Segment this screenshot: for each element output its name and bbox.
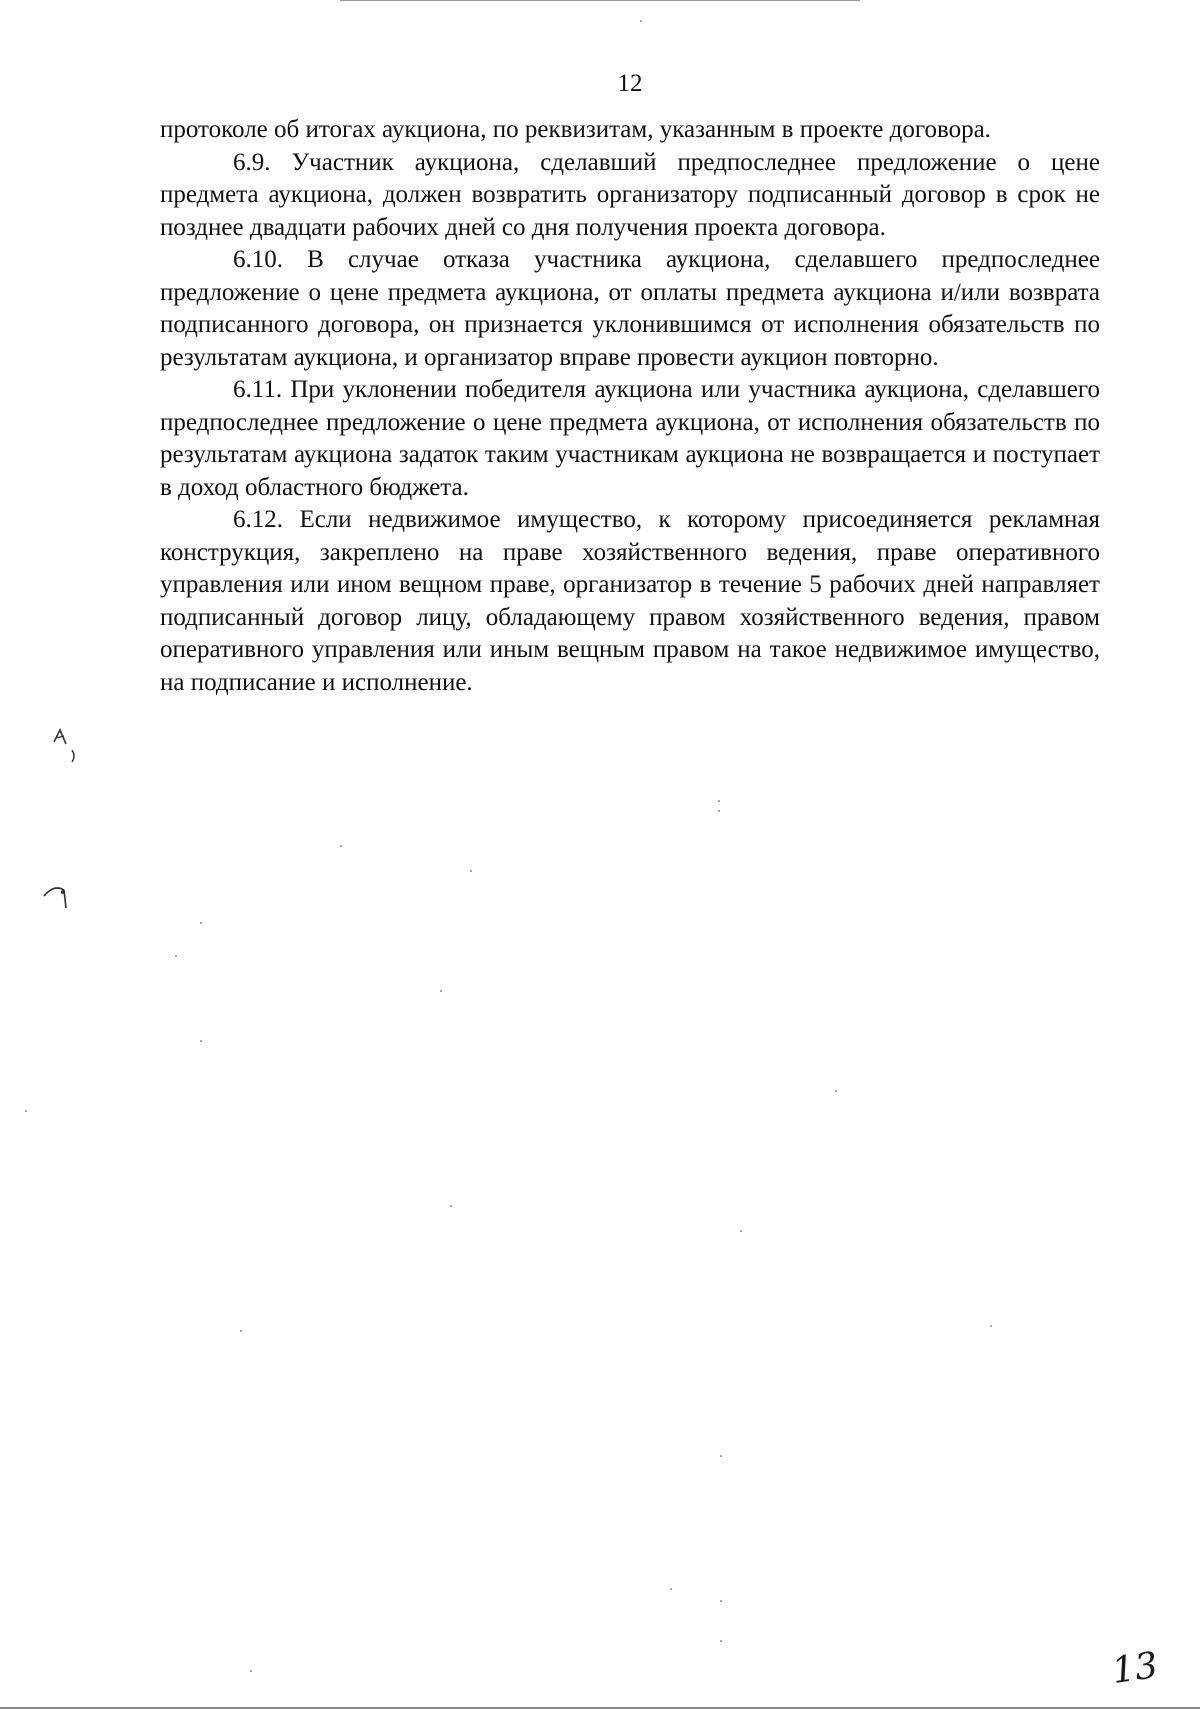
- scan-speckle: [640, 20, 642, 22]
- page-number: 12: [617, 70, 643, 97]
- paragraph-6-9: 6.9. Участник аукциона, сделавший предпоследнее предложение о цене предмета аукциона, должен возвратить организатору подписанный договор в срок не позднее двадцати рабочих дней со дня получения проекта договора.: [160, 148, 1100, 241]
- scan-speckle: [718, 800, 720, 802]
- scan-speckle: [718, 810, 720, 812]
- paragraph-continuation: протоколе об итогах аукциона, по реквизитам, указанным в проекте договора.: [160, 116, 991, 143]
- paragraph-6-10: 6.10. В случае отказа участника аукциона, сделавшего предпоследнее предложение о цене предмета аукциона, от оплаты предмета аукциона и/или возврата подписанного договора, он признается уклонившимся от исполнения обязательств по результатам аукциона, и организатор вправе провести аукцион повторно.: [160, 246, 1100, 371]
- scan-speckle: [250, 1670, 252, 1672]
- paragraph-6-11: 6.11. При уклонении победителя аукциона или участника аукциона, сделавшего предпоследнее предложение о цене предмета аукциона, от исполнения обязательств по результатам аукциона задаток таким участникам аукциона не возвращается и поступает в доход областного бюджета.: [160, 376, 1100, 501]
- scan-speckle: [990, 1325, 992, 1327]
- paragraph-6-12: 6.12. Если недвижимое имущество, к которому присоединяется рекламная конструкция, закреплено на праве хозяйственного ведения, праве оперативного управления или ином вещном праве, организатор в течение 5 рабочих дней направляет подписанный договор лицу, обладающему правом хозяйственного ведения, правом оперативного управления или иным вещным правом на такое недвижимое имущество, на подписание и исполнение.: [160, 506, 1100, 696]
- scan-speckle: [720, 1600, 722, 1602]
- scan-edge-top: [340, 0, 860, 1]
- scan-speckle: [740, 1230, 742, 1232]
- scan-speckle: [470, 870, 472, 872]
- scan-speckle: [25, 1110, 27, 1112]
- scan-speckle: [670, 1588, 672, 1590]
- scan-speckle: [340, 845, 342, 847]
- scan-speckle: [835, 1090, 837, 1092]
- scan-speckle: [720, 1455, 722, 1457]
- scan-speckle: [720, 1640, 722, 1642]
- scan-speckle: [450, 1205, 452, 1207]
- scan-speckle: [175, 955, 177, 957]
- handwritten-sheet-number: 13: [1109, 1645, 1161, 1692]
- scan-speckle: [200, 922, 202, 924]
- document-body: [160, 114, 1100, 699]
- scan-speckle: [240, 1330, 242, 1332]
- scan-speckle: [200, 1040, 202, 1042]
- binding-mark-upper: [46, 720, 80, 766]
- scan-speckle: [440, 990, 442, 992]
- binding-mark-lower: [40, 880, 74, 924]
